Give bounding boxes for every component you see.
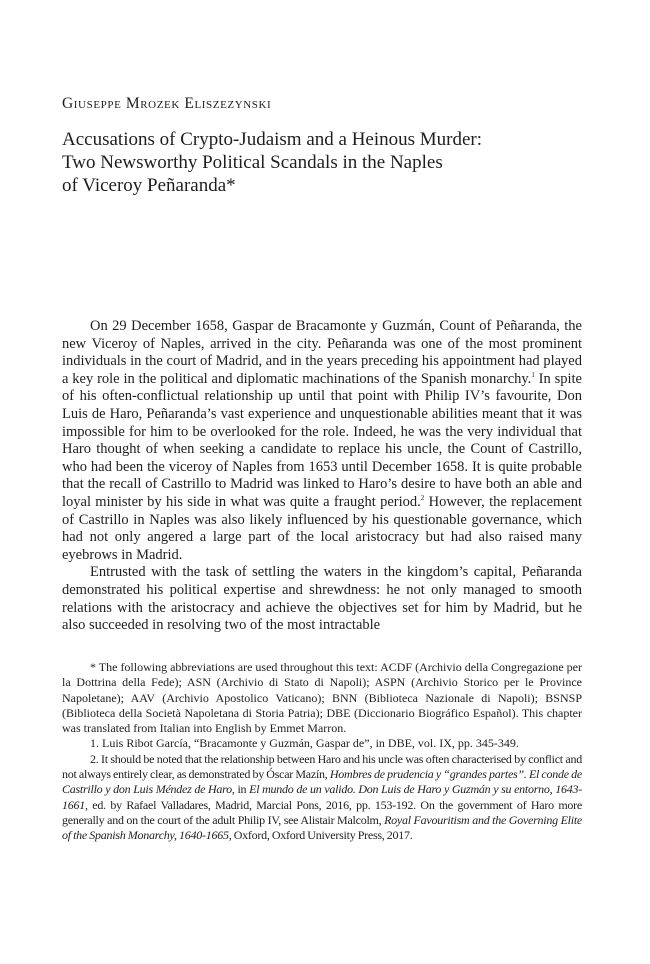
body-paragraph bbox=[62, 318, 582, 564]
title-line-2: Two Newsworthy Political Scandals in the Naples bbox=[62, 152, 443, 173]
article-title bbox=[62, 128, 482, 197]
footnote-ref: 2 bbox=[420, 494, 425, 503]
cited-title: Hombres de prudencia y “grandes partes”. El conde de Castrillo y don Luis Méndez de Haro bbox=[62, 767, 582, 797]
footnote-2 bbox=[62, 752, 582, 844]
body-text-run: On 29 December 1658, Gaspar de Bracamonte y Guzmán, Count of Peñaranda, the new Viceroy of Naples, arrived in the city. Peñaranda was one of the most prominent individuals in the court of Madrid, and in the years preceding his appointment had played a key role in the political and diplomatic machinations of the Spanish monarchy. bbox=[62, 318, 582, 387]
footnote-1: 1. Luis Ribot García, “Bracamonte y Guzmán, Gaspar de”, in DBE, vol. IX, pp. 345-349. bbox=[90, 736, 519, 751]
footnote-text-run: 2. It should be noted that the relationship between Haro and his uncle was often characterised by conflict and not always entirely clear, as demonstrated by Óscar Mazín, bbox=[62, 751, 582, 782]
body-text-run: In spite of his often-conflictual relationship up until that point with Philip IV’s favourite, Don Luis de Haro, Peñaranda’s vast experience and unquestionable abilities meant that it was impossible for him to be overlooked for the role. Indeed, he was the very individual that Haro thought of when seeking a candidate to replace his uncle, the Count of Castrillo, who had been the viceroy of Naples from 1653 until December 1658. It is quite probable that the recall of Castrillo to Madrid was linked to Haro’s desire to have both an able and loyal minister by his side in what was quite a fraught period. bbox=[62, 370, 582, 510]
body-text bbox=[62, 318, 582, 635]
footnote-text-run: , in bbox=[231, 782, 250, 797]
cited-title: Royal Favouritism and the Governing Elite of the Spanish Monarchy, 1640-1665 bbox=[62, 812, 582, 843]
footnotes bbox=[62, 660, 582, 844]
title-line-3: of Viceroy Peñaranda* bbox=[62, 175, 236, 196]
author-name: Giuseppe Mrozek Eliszezynski bbox=[62, 95, 272, 112]
footnote-text-run: , ed. by Rafael Valladares, Madrid, Marcial Pons, 2016, pp. 153-192. On the government of Haro more generally and on the court of the adult Philip IV, see Alistair Malcolm, bbox=[62, 797, 582, 827]
body-paragraph: Entrusted with the task of settling the waters in the kingdom’s capital, Peñaranda demonstrated his political expertise and shrewdness: he not only managed to smooth relations with the aristocracy and achieve the objectives set for him by Madrid, but he also succeeded in resolving two of the most intractable bbox=[62, 564, 582, 634]
title-line-1: Accusations of Crypto-Judaism and a Heinous Murder: bbox=[62, 129, 483, 150]
body-text-run: However, the replacement of Castrillo in Naples was also likely influenced by his questionable governance, which had not only angered a large part of the local aristocracy but had also raised many eyebrows in Madrid. bbox=[62, 493, 582, 563]
footnote-text-run: , Oxford, Oxford University Press, 2017. bbox=[228, 828, 413, 843]
cited-title: El mundo de un valido. Don Luis de Haro y Guzmán y su entorno, 1643-1661 bbox=[62, 782, 582, 812]
footnote-ref: 1 bbox=[531, 370, 535, 379]
footnote-star: * The following abbreviations are used throughout this text: ACDF (Archivio della Congregazione per la Dottrina della Fede); ASN (Archivio di Stato di Napoli); ASPN (Archivio Storico per le Province Napoletane); AAV (Archivio Apostolico Vaticano); BNN (Biblioteca Nazionale di Napoli); BSNSP (Biblioteca della Società Napoletana di Storia Patria); DBE (Diccionario Biográfico Español). This chapter was translated from Italian into English by Emmet Marron. bbox=[62, 660, 583, 736]
